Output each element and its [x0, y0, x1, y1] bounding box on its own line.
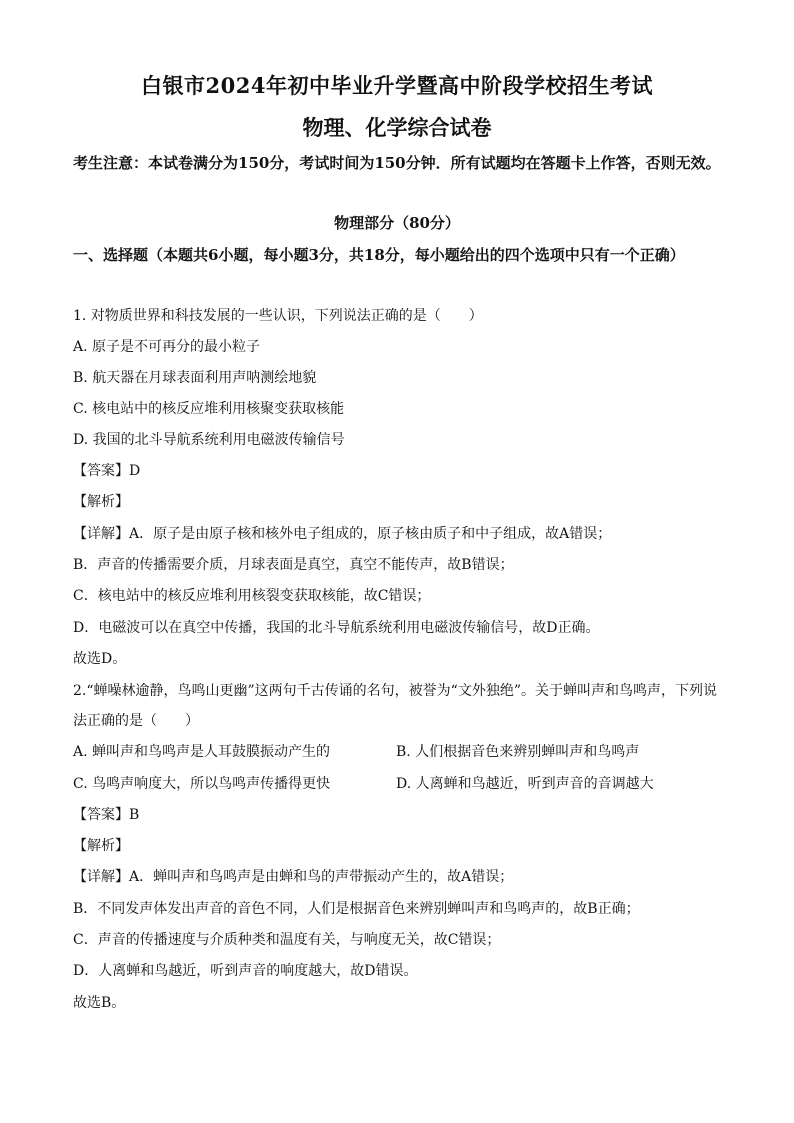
- section-title: 物理部分（80分）: [334, 214, 460, 232]
- q2-answer: 【答案】B: [73, 807, 140, 823]
- exam-title: 白银市2024年初中毕业升学暨高中阶段学校招生考试: [141, 73, 653, 98]
- q1-conclusion: 故选D。: [73, 651, 127, 667]
- q2-detail-b: B．不同发声体发出声音的音色不同，人们是根据音色来辨别蝉叫声和鸟鸣声的，故B正确；: [73, 901, 640, 917]
- q1-option-d: D. 我国的北斗导航系统利用电磁波传输信号: [73, 432, 345, 448]
- q2-conclusion: 故选B。: [73, 995, 126, 1011]
- q1-stem: 1. 对物质世界和科技发展的一些认识，下列说法正确的是（ ）: [73, 308, 483, 324]
- q2-option-b: B. 人们根据音色来辨别蝉叫声和鸟鸣声: [396, 744, 640, 760]
- q2-stem: 2.“蝉噪林逾静，鸟鸣山更幽”这两句千古传诵的名句，被誉为“文外独绝”。关于蝉叫声和鸟鸣声，下列说法正确的是（ ）: [73, 683, 717, 729]
- q2-detail-d: D．人离蝉和鸟越近，听到声音的响度越大，故D错误。: [73, 963, 418, 979]
- q2-detail-c: C．声音的传播速度与介质种类和温度有关，与响度无关，故C错误；: [73, 932, 501, 948]
- candidate-notice: 考生注意：本试卷满分为150分，考试时间为150分钟．所有试题均在答题卡上作答，否则无效。: [73, 154, 721, 172]
- q2-analysis-label: 【解析】: [73, 838, 129, 854]
- exam-subtitle: 物理、化学综合试卷: [302, 115, 492, 140]
- q1-detail-d: D．电磁波可以在真空中传播，我国的北斗导航系统利用电磁波传输信号，故D正确。: [73, 620, 600, 636]
- q1-analysis-label: 【解析】: [73, 494, 129, 510]
- part-one-heading: 一、选择题（本题共6小题，每小题3分，共18分，每小题给出的四个选项中只有一个正确）: [73, 246, 685, 264]
- q2-option-c: C. 鸟鸣声响度大，所以鸟鸣声传播得更快: [73, 776, 331, 792]
- q1-option-c: C. 核电站中的核反应堆利用核聚变获取核能: [73, 401, 345, 417]
- q1-option-a: A. 原子是不可再分的最小粒子: [73, 339, 261, 355]
- q1-detail-a: 【详解】A．原子是由原子核和核外电子组成的，原子核由质子和中子组成，故A错误；: [73, 526, 612, 542]
- q2-detail-a: 【详解】A．蝉叫声和鸟鸣声是由蝉和鸟的声带振动产生的，故A错误；: [73, 869, 514, 885]
- q1-option-b: B. 航天器在月球表面利用声呐测绘地貌: [73, 370, 317, 386]
- q2-option-a: A. 蝉叫声和鸟鸣声是人耳鼓膜振动产生的: [73, 744, 331, 760]
- q1-detail-b: B．声音的传播需要介质，月球表面是真空，真空不能传声，故B错误；: [73, 557, 514, 573]
- q1-detail-c: C．核电站中的核反应堆利用核裂变获取核能，故C错误；: [73, 588, 431, 604]
- q2-option-d: D. 人离蝉和鸟越近，听到声音的音调越大: [396, 776, 654, 792]
- q1-answer: 【答案】D: [73, 463, 141, 479]
